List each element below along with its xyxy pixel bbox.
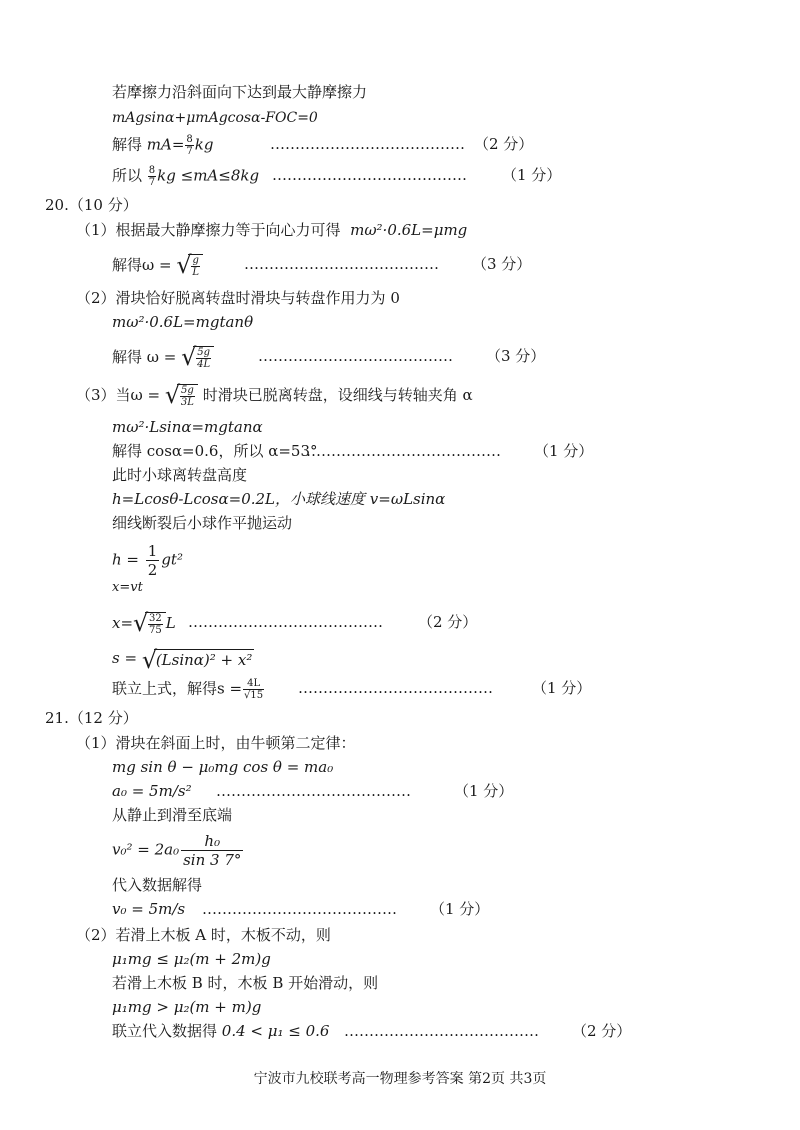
q19-score-1: （2 分） <box>474 135 534 153</box>
q20-score-3: （1 分） <box>534 442 594 460</box>
q20-part3-throw: 细线断裂后小球作平抛运动 <box>112 514 293 532</box>
q20-part3-s-eq: s = √ (Lsinα)² + x² <box>112 645 253 674</box>
q20-part3-solve: 解得 cosα=0.6，所以 α=53° <box>112 442 318 460</box>
q21-part2: （2）若滑上木板 A 时，木板不动，则 <box>76 926 331 944</box>
q21-part2-textB: 若滑上木板 B 时，木板 B 开始滑动，则 <box>112 974 379 992</box>
q20-score-5: （1 分） <box>532 679 592 697</box>
q21-leader-2: ………………………………… <box>202 900 397 918</box>
q20-leader-3: ………………………………… <box>306 442 501 460</box>
q19-score-2: （1 分） <box>502 166 562 184</box>
q19-solve-ma: 解得 mA= $\frac{8}{7}$ kg <box>112 134 214 157</box>
q20-leader-4: ………………………………… <box>188 613 383 631</box>
q21-part1-sub: 代入数据解得 <box>112 876 203 894</box>
q21-part2-eq1: μ₁mg ≤ μ₂(m + 2m)g <box>112 950 271 968</box>
q21-score-2: （1 分） <box>430 900 490 918</box>
q21-part1: （1）滑块在斜面上时，由牛顿第二定律： <box>76 734 356 752</box>
q19-range: 所以 $\frac{8}{7}$ kg ≤mA≤8kg <box>112 165 260 188</box>
q20-header: 20.（10 分） <box>45 196 138 214</box>
q21-score-1: （1 分） <box>454 782 514 800</box>
q20-part1: （1）根据最大静摩擦力等于向心力可得 mω²·0.6L=μmg <box>76 221 468 239</box>
q20-leader-5: ………………………………… <box>298 679 493 697</box>
q20-part2-eq: mω²·0.6L=mgtanθ <box>112 313 254 331</box>
q20-part1-solve: 解得ω = √ $\frac{g}{L}$ <box>112 254 203 278</box>
q20-part3-h-eq: h = $\frac{1}{2}$ gt² <box>112 542 183 579</box>
q21-part1-eq1: mg sin θ − μ₀mg cos θ = ma₀ <box>112 758 334 776</box>
q21-leader-3: ………………………………… <box>344 1022 539 1040</box>
q20-leader-2: ………………………………… <box>258 347 453 365</box>
q20-score-4: （2 分） <box>418 613 478 631</box>
q21-part2-eq2: μ₁mg > μ₂(m + m)g <box>112 998 262 1016</box>
q21-part1-v-eq: v₀² = 2a₀ $\frac{\text{h₀}}{\sin 3 7^\circ}$ <box>112 832 242 869</box>
q19-leader-2: ………………………………… <box>272 166 467 184</box>
q20-part3-eq1: mω²·Lsinα=mgtanα <box>112 418 263 436</box>
q21-part1-slide: 从静止到滑至底端 <box>112 806 233 824</box>
q20-score-1: （3 分） <box>472 255 532 273</box>
q20-leader-1: ………………………………… <box>244 255 439 273</box>
q20-part3-eq2: h=Lcosθ-Lcosα=0.2L，小球线速度 v=ωLsinα <box>112 490 446 508</box>
q20-part3-xvt: x=vt <box>112 580 143 595</box>
q20-score-2: （3 分） <box>486 347 546 365</box>
q21-header: 21.（12 分） <box>45 709 138 727</box>
q21-part1-eq2: a₀ = 5m/s² <box>112 782 192 800</box>
q19-eq-balance: mAgsinα+μmAgcosα-FOC=0 <box>112 110 318 126</box>
page-footer: 宁波市九校联考高一物理参考答案 第2页 共3页 <box>253 1071 547 1087</box>
q21-part2-final: 联立代入数据得 0.4 < μ₁ ≤ 0.6 <box>112 1022 330 1040</box>
q20-part3-x-eq: x= √ $\frac{32}{75}$ L <box>112 609 176 637</box>
q20-part2: （2）滑块恰好脱离转盘时滑块与转盘作用力为 0 <box>76 289 400 307</box>
q20-part3-final: 联立上式，解得s = $\frac{4L}{√15}$ <box>112 678 264 701</box>
q19-line-friction-down: 若摩擦力沿斜面向下达到最大静摩擦力 <box>112 83 368 101</box>
q20-part3-height: 此时小球离转盘高度 <box>112 466 248 484</box>
q20-part3: （3）当ω = √ $\frac{5g}{3L}$ 时滑块已脱离转盘，设细线与转轴夹角 α <box>76 381 473 409</box>
q21-leader-1: ………………………………… <box>216 782 411 800</box>
q21-score-3: （2 分） <box>572 1022 632 1040</box>
q20-part2-solve: 解得 ω = √ $\frac{5g}{4L}$ <box>112 346 214 370</box>
q19-leader-1: ………………………………… <box>270 135 465 153</box>
q21-part1-v0: v₀ = 5m/s <box>112 900 186 918</box>
